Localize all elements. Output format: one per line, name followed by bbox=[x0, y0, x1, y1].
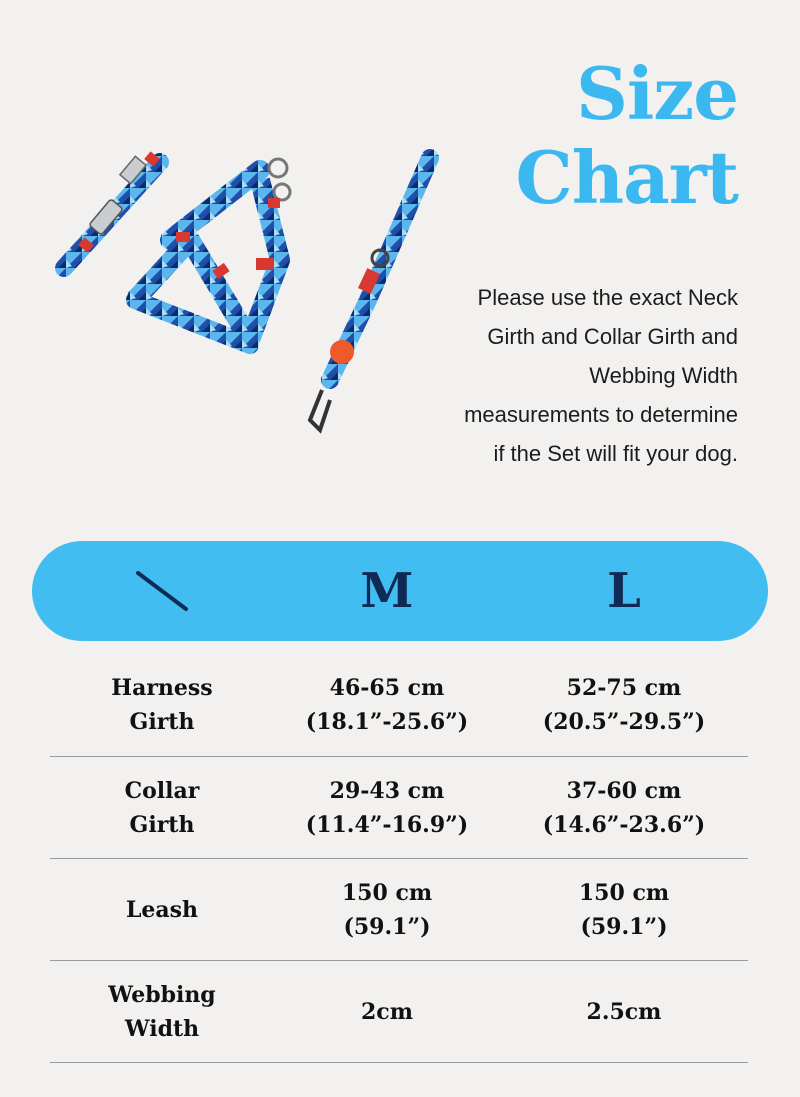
table-row bbox=[50, 859, 748, 961]
size-m-value bbox=[274, 995, 500, 1029]
value-metric: 37-60 cm bbox=[566, 777, 682, 804]
intro-line: Webbing Width bbox=[589, 363, 738, 388]
intro-line: Please use the exact Neck bbox=[477, 285, 738, 310]
value-imperial: (14.6”-23.6”) bbox=[542, 811, 706, 838]
value-imperial: (59.1”) bbox=[343, 913, 431, 940]
row-label-line-2: Width bbox=[124, 1015, 200, 1042]
row-label bbox=[50, 893, 274, 927]
size-l-value bbox=[500, 876, 748, 944]
product-image bbox=[50, 140, 450, 440]
size-l-header: L bbox=[607, 563, 641, 619]
value-metric: 29-43 cm bbox=[329, 777, 445, 804]
intro-line: measurements to determine bbox=[464, 402, 738, 427]
size-m-value bbox=[274, 876, 500, 944]
value-imperial: (59.1”) bbox=[580, 913, 668, 940]
value-imperial: (11.4”-16.9”) bbox=[305, 811, 469, 838]
value-metric: 150 cm bbox=[578, 879, 670, 906]
intro-line: Girth and Collar Girth and bbox=[487, 324, 738, 349]
value-metric: 46-65 cm bbox=[329, 674, 445, 701]
size-l-value bbox=[500, 995, 748, 1029]
row-label bbox=[50, 671, 274, 739]
page-title bbox=[516, 52, 739, 220]
row-label-line-2: Girth bbox=[129, 811, 195, 838]
row-label-line-1: Leash bbox=[125, 896, 199, 923]
title-line-2: Chart bbox=[515, 135, 738, 220]
row-label-line-1: Harness bbox=[111, 674, 213, 701]
harness-graphic bbox=[135, 159, 290, 345]
row-label-line-1: Webbing bbox=[108, 981, 216, 1008]
value-imperial: (20.5”-29.5”) bbox=[542, 708, 706, 735]
title-line-1: Size bbox=[575, 51, 738, 136]
value-metric: 52-75 cm bbox=[566, 674, 682, 701]
slash-icon bbox=[132, 561, 192, 621]
row-label-line-1: Collar bbox=[124, 777, 200, 804]
table-header bbox=[32, 541, 768, 641]
size-l-value bbox=[500, 774, 748, 842]
table-row bbox=[50, 757, 748, 859]
row-label bbox=[50, 978, 274, 1046]
size-l-value bbox=[500, 671, 748, 739]
value-imperial: (18.1”-25.6”) bbox=[305, 708, 469, 735]
table-row bbox=[50, 961, 748, 1063]
intro-text bbox=[408, 278, 738, 473]
intro-line: if the Set will fit your dog. bbox=[493, 441, 738, 466]
size-table bbox=[50, 653, 748, 1063]
value-metric: 150 cm bbox=[341, 879, 433, 906]
size-m-header: M bbox=[360, 563, 414, 619]
size-m-value bbox=[274, 774, 500, 842]
table-row bbox=[50, 653, 748, 757]
row-label bbox=[50, 774, 274, 842]
row-label-line-2: Girth bbox=[129, 708, 195, 735]
size-m-value bbox=[274, 671, 500, 739]
value-metric: 2cm bbox=[361, 998, 413, 1025]
value-metric: 2.5cm bbox=[586, 998, 662, 1025]
collar-graphic bbox=[64, 151, 160, 268]
